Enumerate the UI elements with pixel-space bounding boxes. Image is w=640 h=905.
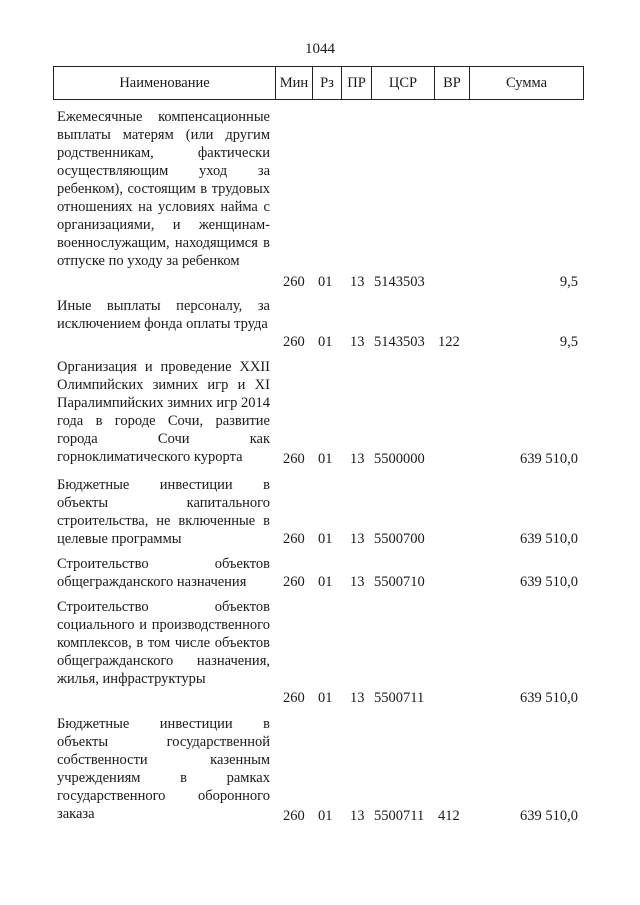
row-rz: 01 <box>318 808 333 824</box>
row-name: Бюджетные инвестиции в объекты капитального строительства, не включенные в целевые программы <box>57 477 270 547</box>
table-header <box>53 66 584 100</box>
row-min: 260 <box>283 574 305 590</box>
row-min: 260 <box>283 334 305 350</box>
row-name: Иные выплаты персоналу, за исключением фонда оплаты труда <box>57 298 270 332</box>
row-min: 260 <box>283 808 305 824</box>
row-pr: 13 <box>350 690 365 706</box>
row-sum: 9,5 <box>559 274 578 290</box>
header-vr: ВР <box>435 67 470 99</box>
row-csr: 5500000 <box>374 451 425 467</box>
row-min: 260 <box>283 531 305 547</box>
row-name: Организация и проведение XXII Олимпийских зимних игр и XI Паралимпийских зимних игр 2014 года в городе Сочи, развитие города Сочи как горноклиматического курорта <box>57 359 270 465</box>
row-sum: 9,5 <box>559 334 578 350</box>
row-name: Ежемесячные компенсационные выплаты матерям (или другим родственникам, фактически осуществляющим уход за ребенком), состоящим в трудовых отношениях на условиях найма с организациями, и женщинам-военнослужащим, находящимся в отпуске по уходу за ребенком <box>57 109 270 269</box>
page-number: 1044 <box>305 41 335 57</box>
row-rz: 01 <box>318 690 333 706</box>
row-sum: 639 510,0 <box>520 808 578 824</box>
header-csr: ЦСР <box>372 67 435 99</box>
row-rz: 01 <box>318 531 333 547</box>
header-pr: ПР <box>342 67 372 99</box>
row-sum: 639 510,0 <box>520 451 578 467</box>
row-min: 260 <box>283 451 305 467</box>
row-vr: 122 <box>438 334 460 350</box>
row-sum: 639 510,0 <box>520 574 578 590</box>
row-name: Бюджетные инвестиции в объекты государственной собственности казенным учреждениям в рамках государственного оборонного заказа <box>57 716 270 822</box>
header-sum: Сумма <box>505 74 548 91</box>
row-csr: 5500711 <box>374 808 425 824</box>
row-sum: 639 510,0 <box>520 531 578 547</box>
header-min: Мин <box>276 67 313 99</box>
row-vr: 412 <box>438 808 460 824</box>
row-rz: 01 <box>318 274 333 290</box>
row-pr: 13 <box>350 574 365 590</box>
row-csr: 5500711 <box>374 690 425 706</box>
row-pr: 13 <box>350 334 365 350</box>
row-rz: 01 <box>318 334 333 350</box>
header-name: Наименование <box>54 67 276 99</box>
row-min: 260 <box>283 274 305 290</box>
row-pr: 13 <box>350 451 365 467</box>
row-rz: 01 <box>318 451 333 467</box>
row-min: 260 <box>283 690 305 706</box>
row-csr: 5143503 <box>374 274 425 290</box>
row-csr: 5500710 <box>374 574 425 590</box>
row-csr: 5143503 <box>374 334 425 350</box>
row-pr: 13 <box>350 274 365 290</box>
row-pr: 13 <box>350 808 365 824</box>
row-csr: 5500700 <box>374 531 425 547</box>
header-rz: Рз <box>313 67 342 99</box>
row-pr: 13 <box>350 531 365 547</box>
row-sum: 639 510,0 <box>520 690 578 706</box>
row-rz: 01 <box>318 574 333 590</box>
row-name: Строительство объектов общегражданского назначения <box>57 556 270 590</box>
row-name: Строительство объектов социального и производственного комплексов, в том числе объектов общегражданского назначения, жилья, инфраструктуры <box>57 599 270 687</box>
